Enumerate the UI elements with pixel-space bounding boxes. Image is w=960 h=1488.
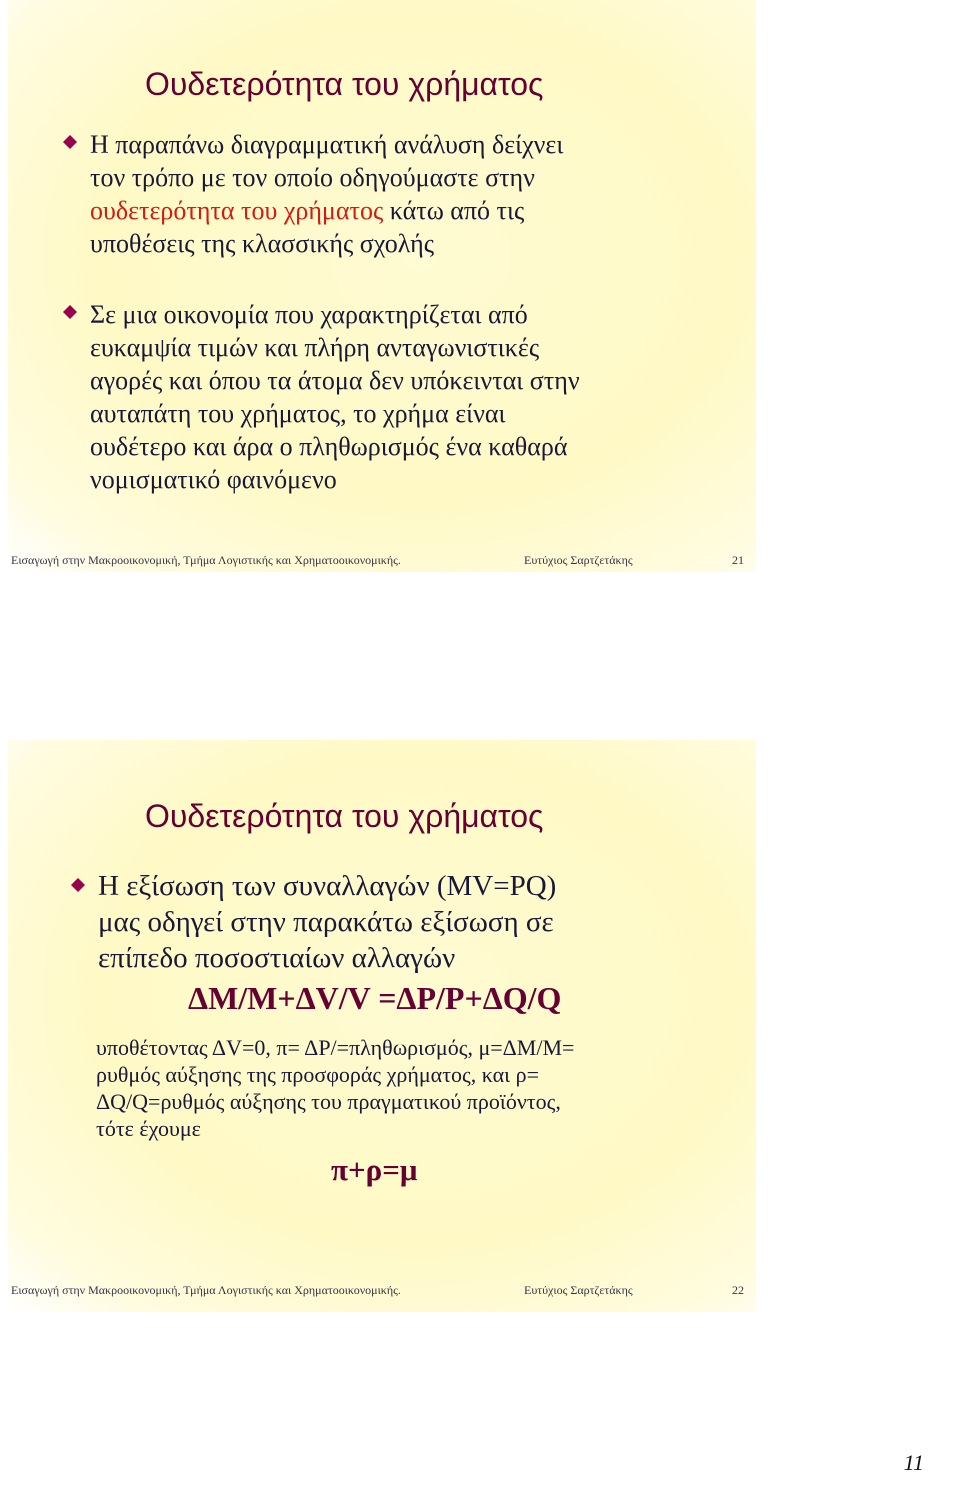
bullet-line: Σε μια οικονομία που χαρακτηρίζεται από [90,300,528,329]
footer-author: Ευτύχιος Σαρτζετάκης [524,553,633,567]
diamond-bullet-icon [71,878,85,892]
text-line: τότε έχουμε [96,1116,201,1141]
bullet-line: ευκαμψία τιμών και πλήρη ανταγωνιστικές [90,333,540,362]
bullet-point [90,298,730,496]
bullet-line: αυταπάτη του χρήματος, το χρήμα είναι [90,399,506,428]
slide-number: 21 [732,553,744,567]
slide-title: Ουδετερότητα του χρήματος [145,66,544,102]
bullet-line: τον τρόπο με τον οποίο οδηγούμαστε στην [90,163,535,192]
bullet-line: υποθέσεις της κλασσικής σχολής [90,229,435,258]
slide-title: Ουδετερότητα του χρήματος [145,798,544,834]
text-line: υποθέτοντας ΔV=0, π= ΔP/=πληθωρισμός, μ=ΔM/M= [96,1035,575,1060]
slide-21 [8,0,756,572]
footer-course: Εισαγωγή στην Μακροοικονομική, Τμήμα Λογιστικής και Χρηματοοικονομικής. [11,553,401,567]
bullet-line: μας οδηγεί στην παρακάτω εξίσωση σε [98,906,554,938]
bullet-line: νομισματικό φαινόμενο [90,465,337,494]
bullet-line: Η εξίσωση των συναλλαγών (MV=PQ) [98,870,557,902]
equation: ΔM/M+ΔV/V =ΔP/P+ΔQ/Q [188,980,562,1016]
page-number: 11 [903,1450,924,1475]
bullet-line: ουδετερότητα του χρήματος κάτω από τις [90,196,525,225]
diamond-bullet-icon [63,305,77,319]
footer-author: Ευτύχιος Σαρτζετάκης [524,1283,633,1297]
result-equation: π+ρ=μ [331,1152,418,1187]
text-line: ΔQ/Q=ρυθμός αύξησης του πραγματικού προϊόντος, [96,1089,561,1114]
slide-number: 22 [732,1283,744,1297]
diamond-bullet-icon [63,135,77,149]
bullet-point [90,128,730,260]
bullet-line: ουδέτερο και άρα ο πληθωρισμός ένα καθαρά [90,432,568,461]
slide-22 [8,740,756,1312]
bullet-point [98,868,738,976]
highlighted-term: ουδετερότητα του χρήματος [90,196,384,225]
explanation-text [96,1034,736,1142]
text-line: ρυθμός αύξησης της προσφοράς χρήματος, και ρ= [96,1062,539,1087]
footer-course: Εισαγωγή στην Μακροοικονομική, Τμήμα Λογιστικής και Χρηματοοικονομικής. [11,1283,401,1297]
bullet-line: αγορές και όπου τα άτομα δεν υπόκεινται στην [90,366,580,395]
bullet-line: επίπεδο ποσοστιαίων αλλαγών [98,942,456,974]
bullet-line: Η παραπάνω διαγραμματική ανάλυση δείχνει [90,130,564,159]
